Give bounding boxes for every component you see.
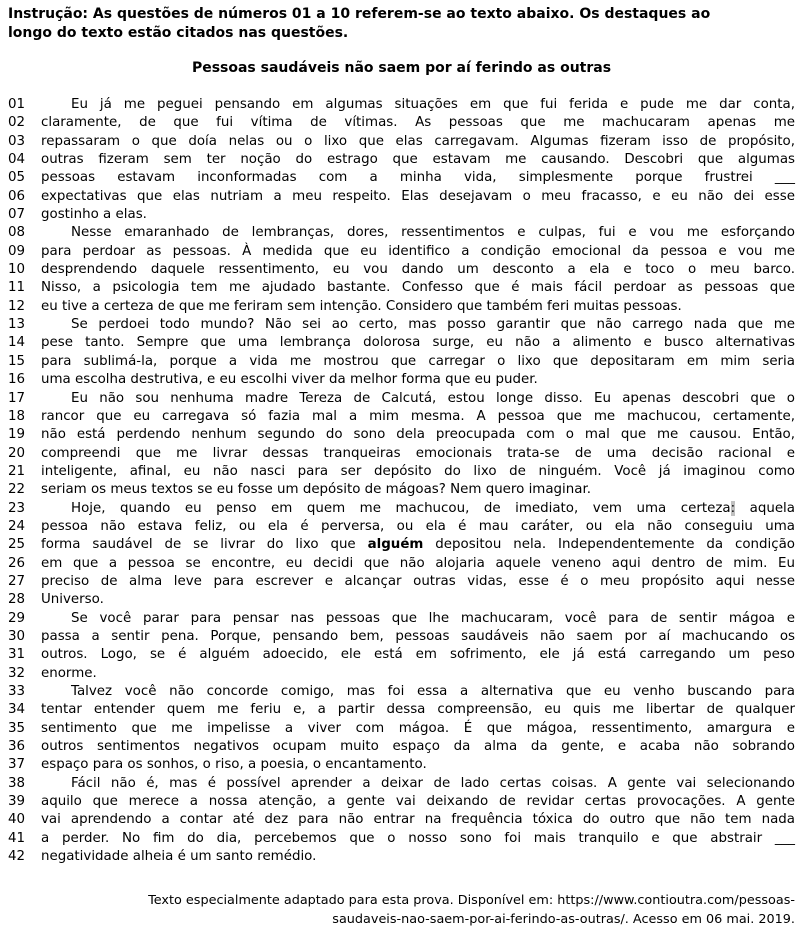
line-text: preciso de alma leve para escrever e alcançar outras vidas, esse é o meu propósito aqui nesse [41, 573, 795, 589]
line-text: Hoje, quando eu penso em quem me machucou, de imediato, vem uma certeza: aquela [71, 500, 795, 516]
line-text: espaço para os sonhos, o riso, a poesia, o encantamento. [41, 757, 427, 773]
line-text: outras fizeram sem ter noção do estrago que estavam me causando. Descobri que algumas [41, 152, 795, 168]
line-text: Se perdoei todo mundo? Não sei ao certo, mas posso garantir que não carrego nada que me [71, 317, 795, 333]
line-number: 23 [8, 500, 26, 516]
line-text: expectativas que elas nutriam a meu respeito. Elas desejavam o meu fracasso, e eu não dei esse [41, 188, 795, 204]
text-line [8, 775, 795, 793]
instruction [8, 5, 795, 43]
line-number: 26 [8, 555, 26, 571]
line-text: pessoas estavam inconformadas com a minha vida, simplesmente porque frustrei ___ [41, 170, 795, 186]
line-text: gostinho a elas. [41, 207, 147, 223]
line-number: 40 [8, 812, 26, 828]
text-line [8, 848, 795, 866]
line-text: vai aprendendo a contar até dez para não entrar na frequência tóxica do outro que não tem nada [41, 812, 795, 828]
line-number: 27 [8, 573, 26, 589]
line-text: sentimento que me impelisse a viver com mágoa. É que mágoa, ressentimento, amargura e [41, 720, 795, 736]
text-line [8, 610, 795, 628]
text-line [8, 518, 795, 536]
instruction-line-1: Instrução: As questões de números 01 a 10 referem-se ao texto abaixo. Os destaques ao [8, 6, 711, 22]
line-text: Fácil não é, mas é possível aprender a deixar de lado certas coisas. A gente vai selecionando [71, 775, 795, 791]
shaded-highlight: : [730, 500, 736, 516]
line-text: Se você parar para pensar nas pessoas que lhe machucaram, você para de sentir mágoa e [71, 610, 795, 626]
passage [8, 96, 795, 866]
line-text: seriam os meus textos se eu fosse um depósito de mágoas? Nem quero imaginar. [41, 482, 591, 498]
line-number: 17 [8, 390, 26, 406]
line-text: em que a pessoa se encontre, eu decidi que não alojaria aquele veneno aqui dentro de mim. Eu [41, 555, 795, 571]
line-text: pessoa não estava feliz, ou ela é perversa, ou ela é mau caráter, ou ela não conseguiu uma [41, 518, 795, 534]
line-text: a perder. No fim do dia, percebemos que o nosso sono foi mais tranquilo e que abstrair ___ [41, 830, 795, 846]
line-number: 16 [8, 372, 26, 388]
line-text: forma saudável de se livrar do lixo que alguém depositou nela. Independentemente da condição [41, 537, 795, 553]
line-number: 07 [8, 207, 26, 223]
line-number: 08 [8, 225, 26, 241]
text-line [8, 665, 795, 683]
text-line [8, 114, 795, 132]
text-line [8, 646, 795, 664]
text-line [8, 573, 795, 591]
text-line [8, 169, 795, 187]
text-line [8, 408, 795, 426]
line-text: desprendendo daquele ressentimento, eu vou dando um desconto a ela e toco o meu barco. [41, 262, 795, 278]
text-line [8, 628, 795, 646]
line-number: 42 [8, 849, 26, 865]
source-note [8, 892, 795, 929]
text-line [8, 316, 795, 334]
instruction-line-2: longo do texto estão citados nas questões. [8, 25, 349, 41]
line-text: para sublimá-la, porque a vida me mostrou que carregar o lixo que depositaram em mim seria [41, 353, 795, 369]
text-line [8, 151, 795, 169]
text-line [8, 353, 795, 371]
line-text: Nisso, a psicologia tem me ajudado bastante. Confesso que é mais fácil perdoar as pessoas que [41, 280, 795, 296]
line-number: 13 [8, 317, 26, 333]
line-text: rancor que eu carregava só fazia mal a mim mesma. A pessoa que me machucou, certamente, [41, 408, 795, 424]
line-number: 22 [8, 482, 26, 498]
text-line [8, 738, 795, 756]
line-number: 38 [8, 775, 26, 791]
text-line [8, 555, 795, 573]
line-number: 15 [8, 353, 26, 369]
line-text: para perdoar as pessoas. À medida que eu identifico a condição emocional da pessoa e vou me [41, 243, 795, 259]
line-text: repassaram o que doía nelas ou o lixo que elas carregavam. Algumas fizeram isso de propósito, [41, 133, 795, 149]
text-line [8, 756, 795, 774]
line-number: 25 [8, 537, 26, 553]
line-text: enorme. [41, 665, 97, 681]
line-number: 29 [8, 610, 26, 626]
line-number: 28 [8, 592, 26, 608]
text-line [8, 224, 795, 242]
text-line [8, 536, 795, 554]
text-line [8, 96, 795, 114]
line-text: passa a sentir pena. Porque, pensando bem, pessoas saudáveis não saem por aí machucando os [41, 628, 795, 644]
text-line [8, 371, 795, 389]
text-line [8, 500, 795, 518]
line-text: Nesse emaranhado de lembranças, dores, ressentimentos e culpas, fui e vou me esforçando [71, 225, 795, 241]
line-text: aquilo que merece a nossa atenção, a gente vai deixando de revidar certas provocações. A gente [41, 794, 795, 810]
line-number: 19 [8, 427, 26, 443]
text-line [8, 720, 795, 738]
line-number: 41 [8, 830, 26, 846]
line-text: Eu já me peguei pensando em algumas situações em que fui ferida e pude me dar conta, [71, 97, 795, 112]
line-number: 21 [8, 463, 26, 479]
text-line [8, 793, 795, 811]
text-line [8, 298, 795, 316]
text-line [8, 390, 795, 408]
bold-highlight: alguém [367, 537, 424, 553]
line-number: 31 [8, 647, 26, 663]
line-text: inteligente, afinal, eu não nasci para ser depósito do lixo de ninguém. Você já imaginou como [41, 463, 795, 479]
line-number: 33 [8, 684, 26, 699]
line-number: 01 [8, 97, 26, 112]
line-number: 14 [8, 335, 26, 351]
line-number: 32 [8, 665, 26, 681]
text-line [8, 591, 795, 609]
line-text: claramente, de que fui vítima de vítimas. As pessoas que me machucaram apenas me [41, 115, 795, 131]
line-number: 24 [8, 518, 26, 534]
line-text: não está perdendo nenhum segundo do sono dela preocupada com o mal que me causou. Então, [41, 427, 795, 443]
text-line [8, 481, 795, 499]
line-text: Eu não sou nenhuma madre Tereza de Calcutá, estou longe disso. Eu apenas descobri que o [71, 390, 795, 406]
line-text: negatividade alheia é um santo remédio. [41, 849, 317, 865]
text-line [8, 830, 795, 848]
line-number: 34 [8, 702, 26, 718]
source-note-line-1: Texto especialmente adaptado para esta prova. Disponível em: https://www.contioutra.com/pessoas- [148, 893, 795, 909]
line-number: 20 [8, 445, 26, 461]
line-text: uma escolha destrutiva, e eu escolhi viver da melhor forma que eu puder. [41, 372, 538, 388]
line-number: 11 [8, 280, 26, 296]
text-line [8, 279, 795, 297]
line-number: 35 [8, 720, 26, 736]
line-number: 06 [8, 188, 26, 204]
text-line [8, 683, 795, 701]
source-note-line-2: saudaveis-nao-saem-por-ai-ferindo-as-outras/. Acesso em 06 mai. 2019. [332, 911, 795, 927]
line-number: 02 [8, 115, 26, 131]
text-line [8, 243, 795, 261]
line-number: 04 [8, 152, 26, 168]
line-number: 05 [8, 170, 26, 186]
line-text: outros sentimentos negativos ocupam muito espaço da alma da gente, e acaba não sobrando [41, 739, 795, 755]
text-line [8, 206, 795, 224]
text-line [8, 334, 795, 352]
line-text: pese tanto. Sempre que uma lembrança dolorosa surge, eu não a alimento e busco alternativas [41, 335, 795, 351]
text-line [8, 811, 795, 829]
line-number: 18 [8, 408, 26, 424]
line-number: 30 [8, 628, 26, 644]
line-number: 12 [8, 298, 26, 314]
text-line [8, 701, 795, 719]
text-line [8, 133, 795, 151]
text-line [8, 445, 795, 463]
line-text: compreendi que me livrar dessas tranqueiras emocionais trata-se de uma decisão racional e [41, 445, 795, 461]
line-number: 37 [8, 757, 26, 773]
line-text: tentar entender quem me feriu e, a partir dessa compreensão, eu quis me libertar de qualquer [41, 702, 795, 718]
line-number: 10 [8, 262, 26, 278]
text-line [8, 188, 795, 206]
line-number: 03 [8, 133, 26, 149]
line-text: Talvez você não concorde comigo, mas foi essa a alternativa que eu venho buscando para [71, 684, 795, 699]
line-text: Universo. [41, 592, 104, 608]
line-number: 36 [8, 739, 26, 755]
line-text: eu tive a certeza de que me feriram sem intenção. Considero que também feri muitas pessoas. [41, 298, 682, 314]
text-line [8, 426, 795, 444]
text-line [8, 261, 795, 279]
line-number: 09 [8, 243, 26, 259]
text-title: Pessoas saudáveis não saem por aí ferindo as outras [191, 60, 612, 76]
text-line [8, 463, 795, 481]
line-text: outros. Logo, se é alguém adoecido, ele está em sofrimento, ele já está carregando um peso [41, 647, 795, 663]
line-number: 39 [8, 794, 26, 810]
